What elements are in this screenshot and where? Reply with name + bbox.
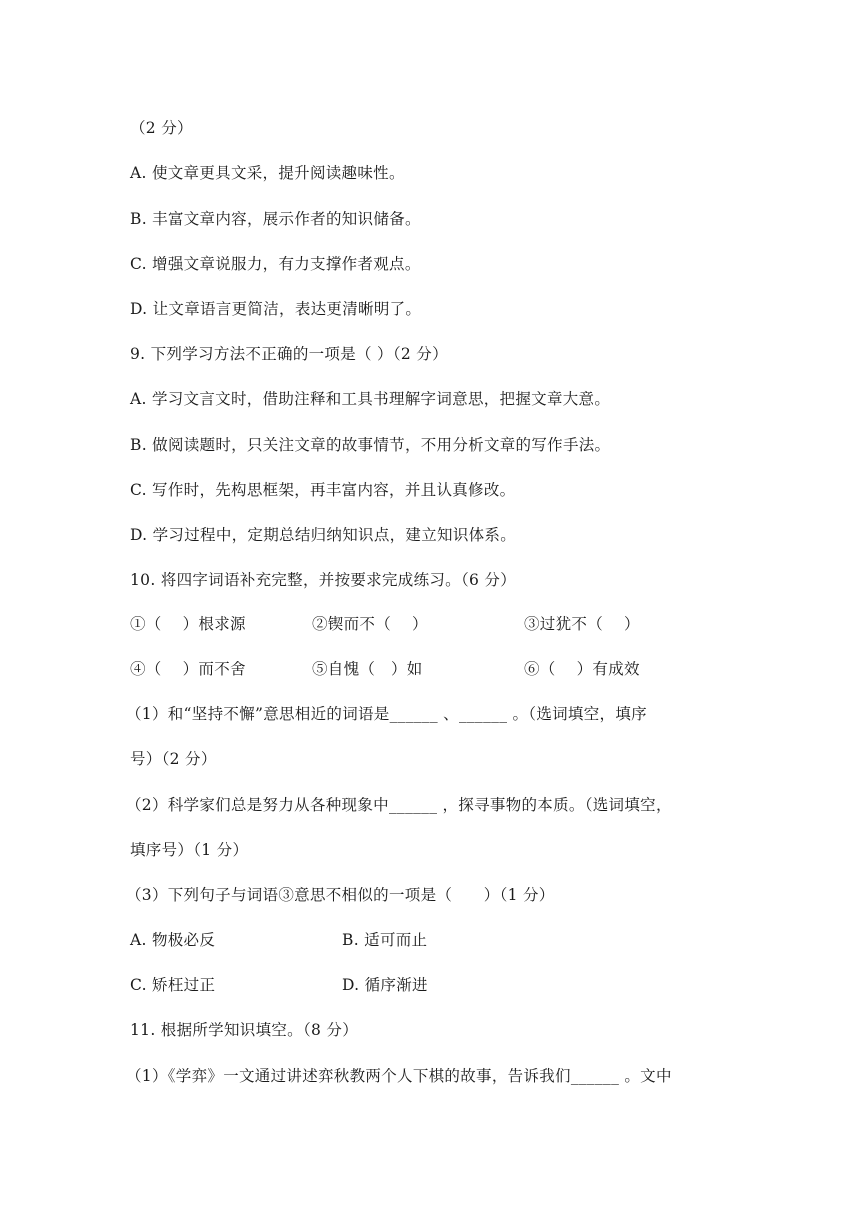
q11-stem: 11. 根据所学知识填空。（8 分）: [130, 1021, 359, 1039]
q8-option-a: A. 使文章更具文采，提升阅读趣味性。: [130, 164, 405, 182]
q10-sub3-option-b: B. 适可而止: [342, 931, 428, 949]
q8-option-c: C. 增强文章说服力，有力支撑作者观点。: [130, 255, 421, 273]
q10-sub2-line2: 填序号）（1 分）: [130, 841, 249, 859]
q8-option-b: B. 丰富文章内容，展示作者的知识储备。: [130, 210, 421, 228]
q10-sub2-line1: （2）科学家们总是努力从各种现象中______ ，探寻事物的本质。（选词填空，: [126, 796, 672, 814]
idiom-3: ③过犹不（ ）: [524, 615, 640, 633]
q10-sub1-line2: 号）（2 分）: [130, 750, 217, 768]
q8-score: （2 分）: [130, 119, 193, 137]
idiom-4: ④（ ）而不舍: [130, 660, 246, 678]
q10-stem: 10. 将四字词语补充完整，并按要求完成练习。（6 分）: [130, 571, 517, 589]
idiom-6: ⑥（ ）有成效: [524, 660, 640, 678]
q10-sub3-option-c: C. 矫枉过正: [130, 976, 216, 994]
q10-sub3-stem: （3）下列句子与词语③意思不相似的一项是（ ）（1 分）: [126, 886, 555, 904]
idiom-2: ②锲而不（ ）: [312, 615, 428, 633]
q10-sub3-option-a: A. 物极必反: [130, 931, 216, 949]
q10-sub3-option-d: D. 循序渐进: [342, 976, 428, 994]
q9-option-b: B. 做阅读题时，只关注文章的故事情节，不用分析文章的写作手法。: [130, 436, 611, 454]
q11-sub1-line1: （1）《学弈》一文通过讲述弈秋教两个人下棋的故事，告诉我们______ 。文中: [126, 1067, 672, 1085]
q9-option-a: A. 学习文言文时，借助注释和工具书理解字词意思，把握文章大意。: [130, 390, 611, 408]
idiom-1: ①（ ）根求源: [130, 615, 246, 633]
q8-option-d: D. 让文章语言更简洁，表达更清晰明了。: [130, 300, 422, 318]
q9-option-c: C. 写作时，先构思框架，再丰富内容，并且认真修改。: [130, 481, 516, 499]
idiom-5: ⑤自愧（ ）如: [312, 660, 423, 678]
q9-stem: 9. 下列学习方法不正确的一项是（ ）（2 分）: [130, 345, 448, 363]
q10-sub1-line1: （1）和“坚持不懈”意思相近的词语是______ 、______ 。（选词填空，填序: [126, 705, 647, 723]
q9-option-d: D. 学习过程中，定期总结归纳知识点，建立知识体系。: [130, 526, 517, 544]
